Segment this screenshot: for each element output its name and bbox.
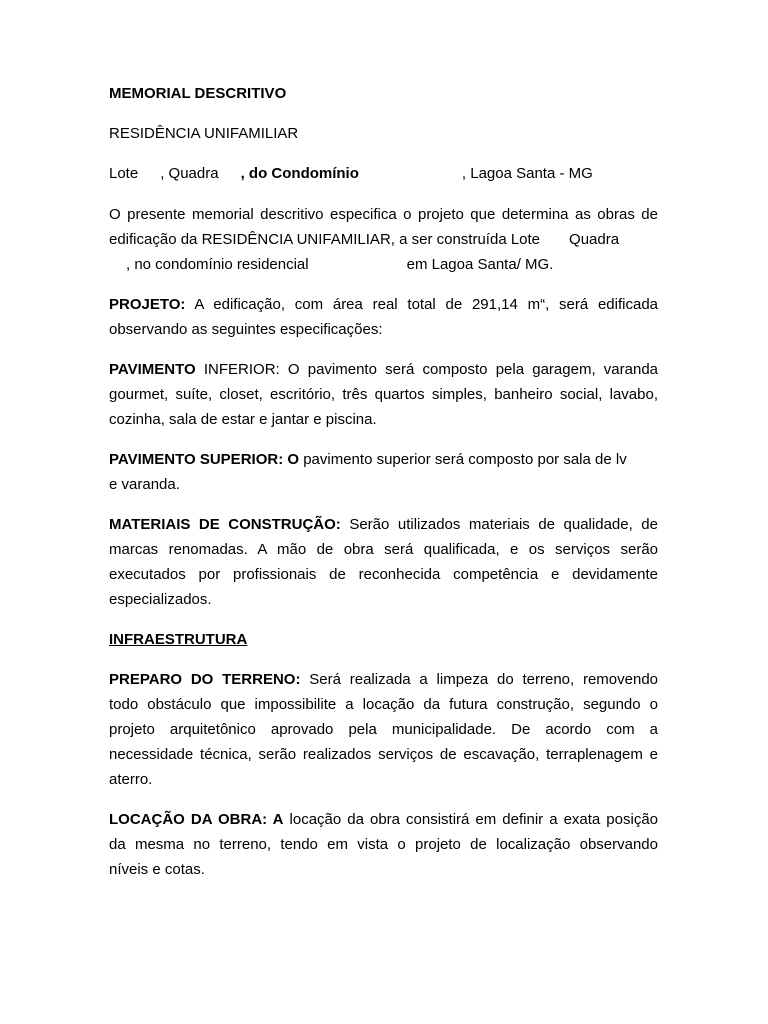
pav-inferior-line-1 [109, 361, 658, 379]
pav-inferior-text-1: INFERIOR: O pavimento será composto pela garagem, varanda [203, 361, 658, 378]
document-subtitle: RESIDÊNCIA UNIFAMILIAR [109, 125, 299, 142]
document-title: MEMORIAL DESCRITIVO [109, 85, 287, 102]
locacao-line-3: níveis e cotas. [109, 861, 205, 878]
projeto-text-1: A edificação, com área real total de 291,14 m“, será edificada [194, 296, 658, 313]
preparo-line-1 [109, 671, 658, 689]
intro-line-2b: Quadra [569, 231, 620, 248]
condominio-label: , do Condomínio [240, 165, 359, 182]
materiais-line-3: executados por profissionais de reconhecida competência e devidamente [109, 566, 658, 583]
intro-line-3a: , no condomínio residencial [126, 256, 309, 273]
location-line [109, 165, 593, 183]
materiais-label: MATERIAIS DE CONSTRUÇÃO: [109, 516, 341, 533]
city-label: , Lagoa Santa - MG [461, 165, 593, 182]
pav-inferior-line-3: cozinha, sala de estar e jantar e piscina. [109, 411, 377, 428]
materiais-text-1: Serão utilizados materiais de qualidade, de [349, 516, 658, 533]
materiais-line-4: especializados. [109, 591, 212, 608]
materiais-line-2: marcas renomadas. A mão de obra será qualificada, e os serviços serão [109, 541, 658, 558]
locacao-text-1: locação da obra consistirá em definir a exata posição [289, 811, 659, 828]
materiais-line-1 [109, 516, 658, 534]
preparo-line-4: necessidade técnica, serão realizados serviços de escavação, terraplenagem e [109, 746, 658, 763]
preparo-text-1: Será realizada a limpeza do terreno, removendo [309, 671, 659, 688]
projeto-line-1 [109, 296, 658, 314]
pav-superior-text-1: pavimento superior será composto por sala de lv [303, 451, 627, 468]
pav-superior-line-1 [109, 451, 627, 469]
intro-line-3 [109, 256, 553, 274]
preparo-line-3: projeto arquitetônico aprovado pela municipalidade. De acordo com a [109, 721, 658, 738]
preparo-line-5: aterro. [109, 771, 153, 788]
projeto-line-2: observando as seguintes especificações: [109, 321, 383, 338]
infraestrutura-heading: INFRAESTRUTURA [109, 631, 248, 648]
locacao-label: LOCAÇÃO DA OBRA: A [109, 811, 284, 828]
intro-line-2a: edificação da RESIDÊNCIA UNIFAMILIAR, a ser construída Lote [109, 231, 541, 248]
intro-line-3b: em Lagoa Santa/ MG. [406, 256, 554, 273]
pav-superior-line-2: e varanda. [109, 476, 180, 493]
intro-line-1: O presente memorial descritivo especifica o projeto que determina as obras de [109, 206, 658, 223]
preparo-line-2: todo obstáculo que impossibilite a locação da futura construção, segundo o [109, 696, 658, 713]
projeto-label: PROJETO: [109, 296, 186, 313]
preparo-label: PREPARO DO TERRENO: [109, 671, 301, 688]
pav-inferior-line-2: gourmet, suíte, closet, escritório, três quartos simples, banheiro social, lavabo, [109, 386, 658, 403]
pav-superior-label: PAVIMENTO SUPERIOR: O [109, 451, 300, 468]
quadra-label: , Quadra [160, 165, 219, 182]
lote-label: Lote [109, 165, 139, 182]
pav-inferior-label: PAVIMENTO [109, 361, 196, 378]
locacao-line-2: da mesma no terreno, tendo em vista o projeto de localização observando [109, 836, 658, 853]
intro-line-2 [109, 231, 619, 249]
locacao-line-1 [109, 811, 658, 829]
